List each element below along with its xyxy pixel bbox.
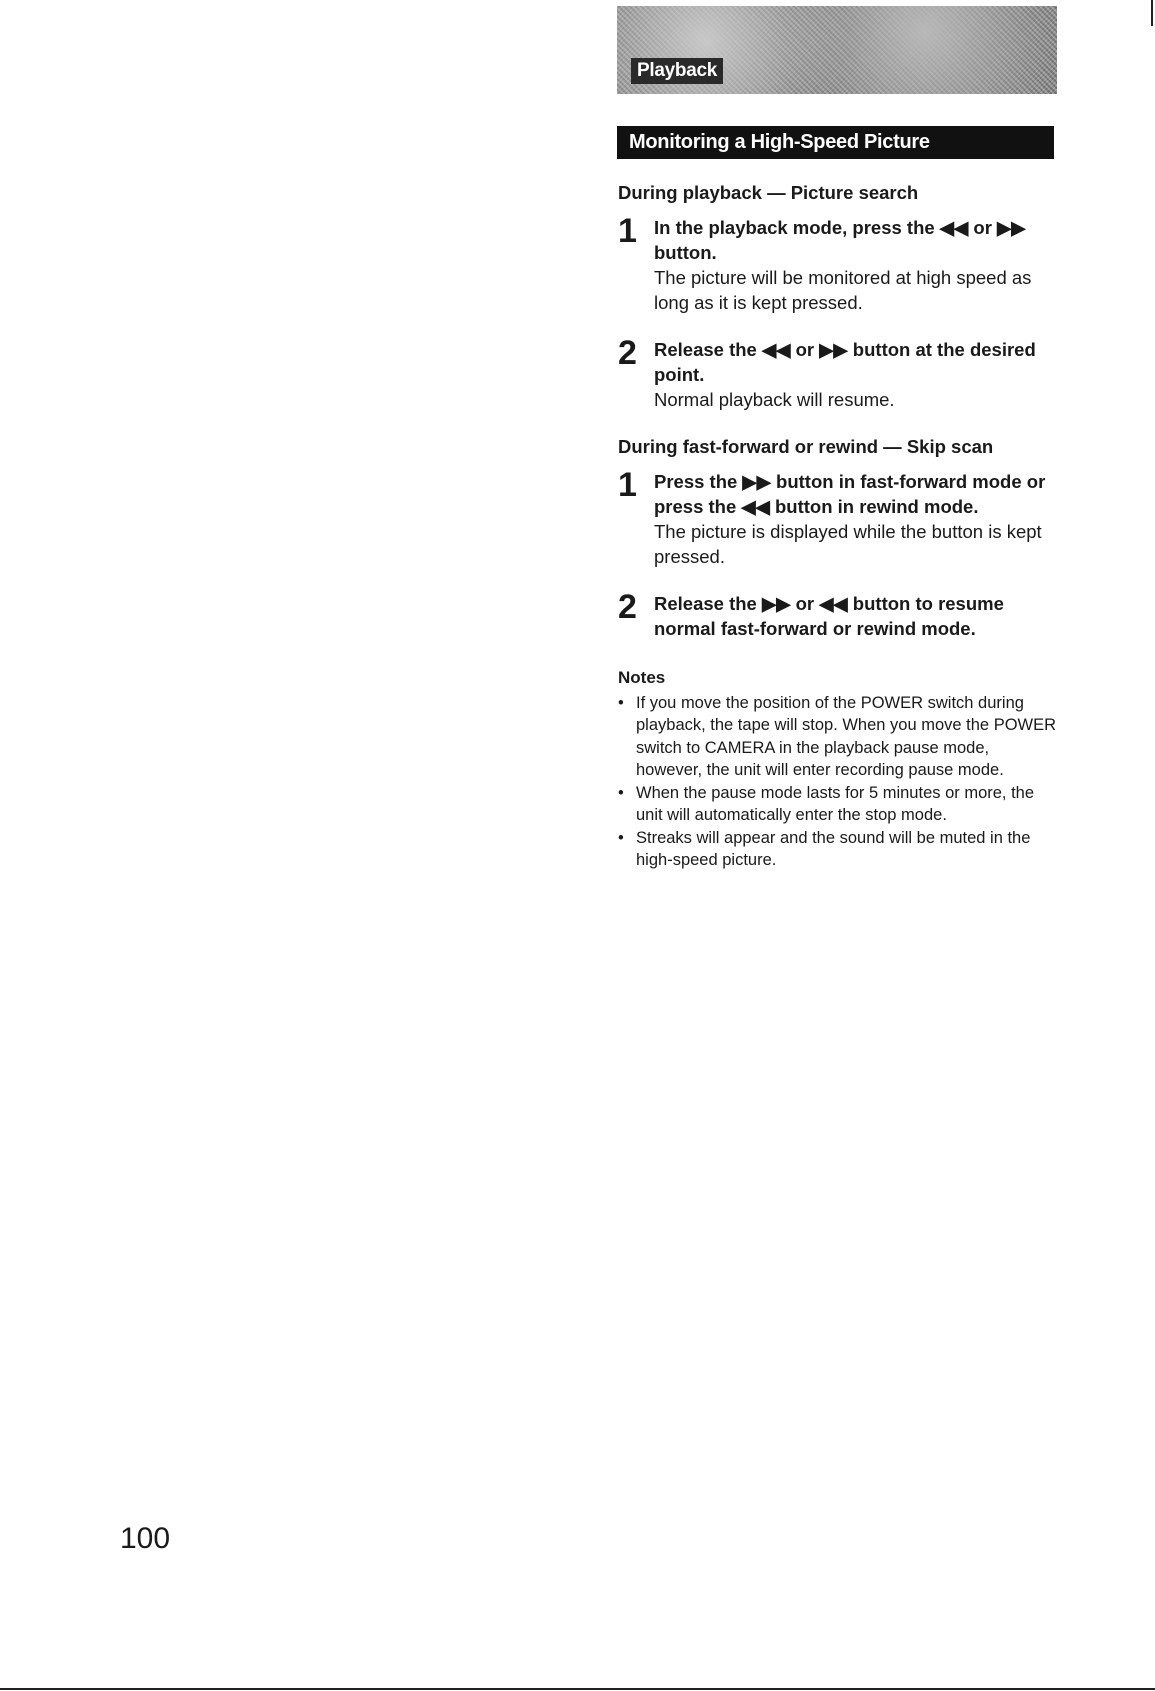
notes-section [618,667,1058,872]
page-number: 100 [120,1522,171,1555]
step-item [618,334,1058,412]
section-heading: During fast-forward or rewind — Skip scan [618,436,994,457]
note-item: • When the pause mode lasts for 5 minutes or more, the unit will automatically enter the stop mode. [618,782,1058,827]
notes-title: Notes [618,668,666,687]
step-result: The picture is displayed while the button is kept pressed. [654,521,1042,567]
section-label: Playback [631,58,723,84]
section-header-banner [617,6,1057,94]
notes-list [618,692,1058,872]
step-item [618,588,1058,641]
step-instruction: Release the ▶▶ or ◀◀ button to resume normal fast-forward or rewind mode. [654,593,1004,639]
step-instruction: Release the ◀◀ or ▶▶ button at the desired point. [654,339,1036,385]
step-item [618,212,1058,315]
section-picture-search [618,180,1058,412]
main-content [618,176,1058,872]
step-instruction: Press the ▶▶ button in fast-forward mode or press the ◀◀ button in rewind mode. [654,471,1046,517]
bottom-rule [0,1688,1155,1690]
edge-mark [1151,0,1153,26]
note-item: • Streaks will appear and the sound will be muted in the high-speed picture. [618,827,1058,872]
step-number: 1 [618,466,637,504]
page-title: Monitoring a High-Speed Picture [617,126,1054,159]
step-result: The picture will be monitored at high speed as long as it is kept pressed. [654,267,1032,313]
step-number: 2 [618,334,637,372]
step-item [618,466,1058,569]
note-item: • If you move the position of the POWER switch during playback, the tape will stop. When you move the POWER switch to CAMERA in the playback pause mode, however, the unit will enter recording pause mode. [618,692,1058,782]
section-skip-scan [618,434,1058,641]
step-number: 2 [618,588,637,626]
section-heading: During playback — Picture search [618,182,919,203]
step-number: 1 [618,212,637,250]
step-instruction: In the playback mode, press the ◀◀ or ▶▶ button. [654,217,1026,263]
step-result: Normal playback will resume. [654,389,895,410]
